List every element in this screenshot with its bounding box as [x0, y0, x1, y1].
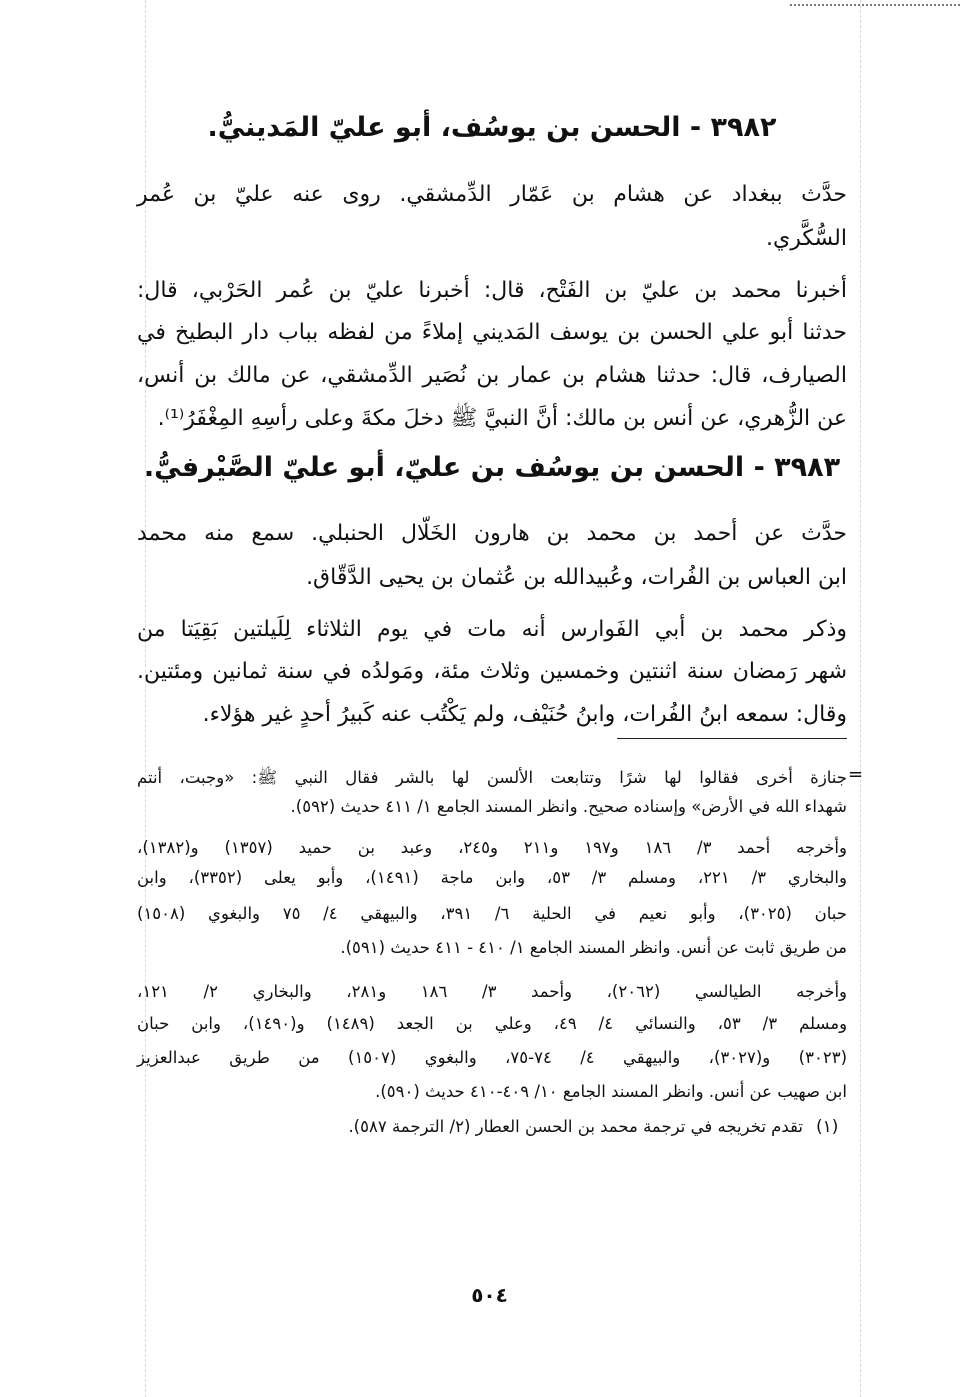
page-number: ٥٠٤	[471, 1283, 508, 1307]
footnote-line: ومسلم ٣/ ٥٣، والنسائي ٤/ ٤٩، وعلي بن الجعد (١٤٨٩) و(١٤٩٠)، وابن حبان	[137, 1014, 848, 1033]
entry-heading-3982: ٣٩٨٢ - الحسن بن يوسُف، أبو عليّ المَدينيُّ.	[207, 112, 777, 143]
entry-text-line: السُّكَّري.	[766, 226, 847, 251]
footnote-line: وأخرجه الطيالسي (٢٠٦٢)، وأحمد ٣/ ١٨٦ و٢٨١، والبخاري ٢/ ١٢١،	[137, 982, 848, 1001]
footnote-line: من طريق ثابت عن أنس. وانظر المسند الجامع ١/ ٤١٠ - ٤١١ حديث (٥٩١).	[340, 938, 847, 957]
entry-text-line: وذكر محمد بن أبي الفَوارس أنه مات في يوم الثلاثاء لِلَيلتين بَقِيَتا من	[137, 617, 847, 642]
entry-heading-3983: ٣٩٨٣ - الحسن بن يوسُف بن عليّ، أبو عليّ الصَّيْرفيُّ.	[143, 452, 841, 483]
footnote-separator	[617, 738, 847, 739]
footnote-line: جنازة أخرى فقالوا لها شرًا وتتابعت الألسن لها بالشر فقال النبي ﷺ: «وجبت، أنتم	[137, 768, 847, 787]
entry-text-line: حدَّث ببغداد عن هشام بن عَمّار الدِّمشقي. روى عنه عليّ بن عُمر	[137, 182, 847, 207]
entry-text-line: أخبرنا محمد بن عليّ بن الفَتْح، قال: أخبرنا عليّ بن عُمر الحَرْبي، قال:	[137, 278, 847, 303]
margin-guide	[860, 0, 861, 1397]
entry-text-line: ابن العباس بن الفُرات، وعُبيدالله بن عُثمان بن يحيى الدَّقّاق.	[306, 565, 847, 590]
footnote-number: (١)	[816, 1117, 839, 1137]
entry-text-line: شهر رَمضان سنة اثنتين وخمسين وثلاث مئة، ومَولدُه في سنة ثمانين ومئتين.	[137, 659, 847, 684]
footnote-line: حبان (٣٠٢٥)، وأبو نعيم في الحلية ٦/ ٣٩١، والبيهقي ٤/ ٧٥ والبغوي (١٥٠٨)	[137, 904, 847, 923]
footnote-line: تقدم تخريجه في ترجمة محمد بن الحسن العطار (٢/ الترجمة ٥٨٧).	[348, 1117, 803, 1136]
entry-text-line: حدَّث عن أحمد بن محمد بن هارون الخَلّال الحنبلي. سمع منه محمد	[137, 521, 847, 546]
footnote-continuation-mark: =	[848, 764, 864, 785]
footnote-line: وأخرجه أحمد ٣/ ١٨٦ و١٩٧ و٢١١ و٢٤٥، وعبد بن حميد (١٣٥٧) و(١٣٨٢)،	[137, 838, 847, 857]
entry-text-line: عن الزُّهري، عن أنس بن مالك: أنَّ النبيَّ ﷺ دخلَ مكةَ وعلى رأسِهِ المِغْفَرُ⁽¹⁾.	[157, 406, 847, 431]
entry-text-line: حدثنا أبو علي الحسن بن يوسف المَديني إملاءً من لفظه بباب دار البطيخ في	[137, 320, 847, 345]
footnote-line: شهداء الله في الأرض» وإسناده صحيح. وانظر المسند الجامع ١/ ٤١١ حديث (٥٩٢).	[290, 797, 847, 816]
footnote-line: ابن صهيب عن أنس. وانظر المسند الجامع ١٠/ ٤٠٩-٤١٠ حديث (٥٩٠).	[375, 1082, 847, 1101]
footnote-line: والبخاري ٣/ ٢٢١، ومسلم ٣/ ٥٣، وابن ماجة (١٤٩١)، وأبو يعلى (٣٣٥٢)، وابن	[137, 868, 847, 887]
entry-text-line: وقال: سمعه ابنُ الفُرات، وابنُ حُنَيْف، ولم يَكْتُب عنه كَبيرُ أحدٍ غير هؤلاء.	[202, 702, 847, 727]
footnote-line: (٣٠٢٣) و(٣٠٢٧)، والبيهقي ٤/ ٧٤-٧٥، والبغوي (١٥٠٧) من طريق عبدالعزيز	[137, 1048, 847, 1067]
entry-text-line: الصيارف، قال: حدثنا هشام بن عمار بن نُصَير الدِّمشقي، عن مالك بن أنس،	[137, 363, 847, 388]
top-dotted-rule	[790, 4, 960, 6]
